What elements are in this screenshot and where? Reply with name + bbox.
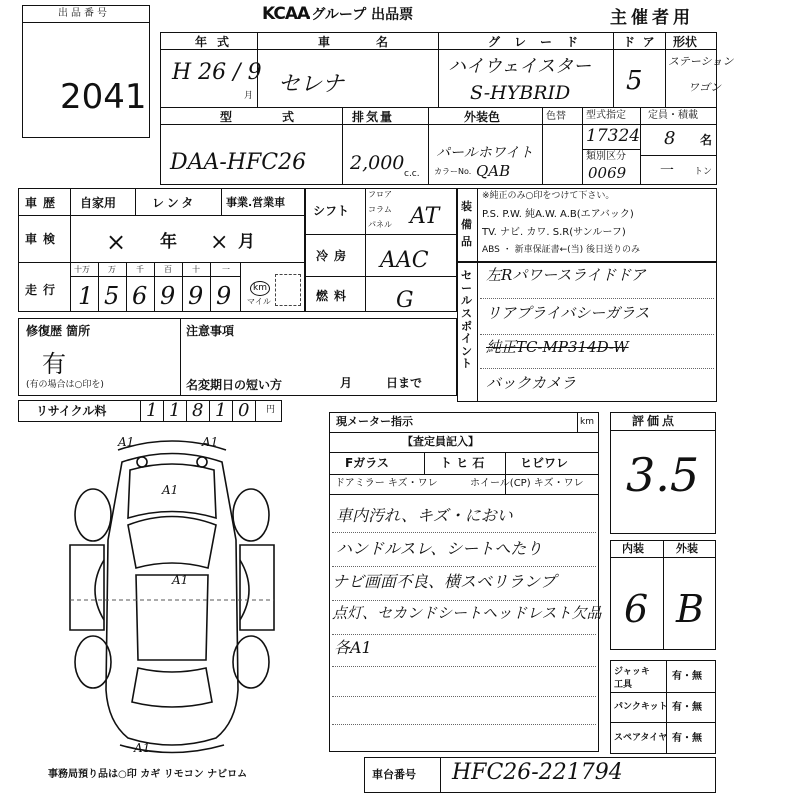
capacity-unit: 名	[700, 133, 713, 147]
grade-score: 3.5	[626, 448, 700, 502]
chassis-label: 車台番号	[372, 768, 416, 781]
equipment-instruction: ※純正のみ○印をつけて下さい。	[482, 191, 615, 201]
body-label: 形状	[673, 35, 698, 49]
accessory-label: ジャッキ工具	[614, 667, 650, 690]
aircon-value: AAC	[380, 248, 429, 273]
front-right-light	[197, 457, 207, 467]
color-label: 外装色	[464, 110, 501, 124]
mileage-unit: 一	[222, 265, 230, 274]
grade-label: グレード	[488, 35, 593, 49]
damage-mark: A1	[162, 483, 179, 497]
mileage-digit: 9	[188, 282, 204, 310]
accessory-value: 有・無	[672, 733, 702, 744]
mileage-unit: 百	[164, 265, 172, 274]
load-unit: トン	[694, 167, 713, 177]
inspector-col: Fガラス	[345, 456, 389, 470]
meter-label: 現メーター指示	[336, 415, 413, 428]
shift-option: フロア	[368, 190, 392, 199]
recycle-digit: 8	[192, 400, 204, 421]
equipment-side-label: 装備品	[461, 200, 472, 249]
equipment-row3: ABS ・ 新車保証書←(当) 後日送りのみ	[482, 245, 641, 255]
lot-label: 出品番号	[58, 8, 110, 19]
disp-value: 2,000	[350, 152, 405, 174]
recycle-digit: 1	[215, 400, 227, 421]
inspector-col2: ホイール(CP) キズ・ワレ	[470, 478, 584, 489]
repair-label: 修復歴 箇所	[26, 324, 91, 338]
grade-label: 評価点	[632, 414, 678, 428]
mileage-digit: 5	[104, 282, 120, 310]
year-label: 年式	[195, 35, 240, 49]
damage-mark: A1	[118, 435, 135, 449]
model-label: 型式	[220, 110, 345, 124]
color-value: パールホワイト	[436, 145, 534, 161]
recycle-label: リサイクル料	[36, 404, 107, 418]
mileage-unit: 千	[136, 265, 144, 274]
type-designation-label: 型式指定	[586, 110, 626, 121]
doors-label: ドア	[623, 35, 663, 49]
model-value: DAA-HFC26	[170, 150, 307, 175]
mileage-digit: 1	[78, 282, 94, 310]
type-designation: 17324	[586, 126, 641, 146]
shift-value: AT	[410, 204, 440, 229]
inspector-comment: ナビ画面不良、横スベリランプ	[332, 572, 557, 591]
disp-unit: c.c.	[404, 169, 420, 179]
exterior-grade: B	[676, 587, 704, 631]
accessory-value: 有・無	[672, 671, 702, 682]
shift-option: コラム	[368, 205, 392, 214]
name-change-label: 名変期日の短い方	[186, 378, 283, 392]
car-body-outline	[106, 454, 238, 746]
mileage-unit: 十	[192, 265, 200, 274]
selling-point: 左Rパワースライドドア	[486, 266, 646, 284]
history-own-use: 自家用	[80, 196, 117, 210]
capacity-value: 8	[664, 128, 676, 149]
office-items: 事務局預り品は○印 カギ リモコン ナビロム	[48, 769, 248, 780]
organizer-copy: 主催者用	[610, 8, 694, 28]
selling-point: リアプライバシーガラス	[486, 304, 650, 322]
recycle-digit: 1	[146, 400, 158, 421]
name-label: 車名	[318, 35, 435, 49]
inspector-col2: ドアミラー キズ・ワレ	[335, 478, 438, 489]
recycle-unit: 円	[266, 405, 276, 415]
repair-note: (有の場合は○印を)	[26, 380, 104, 390]
inspector-comment: ハンドルスレ、シートへたり	[336, 539, 543, 558]
load-value: 一	[660, 163, 674, 179]
lot-number: 2041	[60, 77, 147, 117]
mileage-digit: 9	[160, 282, 176, 310]
capacity-label: 定員・積載	[648, 110, 698, 121]
class-value: 0069	[588, 164, 627, 182]
shaken-year-value: ×	[106, 228, 127, 256]
name-value: セレナ	[278, 72, 345, 97]
shift-label: シフト	[313, 204, 350, 218]
shaken-month-unit: 月	[238, 232, 255, 252]
recycle-digit: 0	[238, 400, 250, 421]
mileage-label: 走行	[25, 283, 62, 297]
mile-mark: マイル	[247, 297, 271, 306]
selling-point: バックカメラ	[486, 374, 577, 392]
name-change-day: 日まで	[386, 376, 423, 390]
shaken-label: 車検	[25, 232, 62, 246]
inspector-comment: 点灯、セカンドシートヘッドレスト欠品	[332, 604, 602, 622]
recycle-digit: 1	[169, 400, 181, 421]
selling-points-side-label: セールスポイント	[461, 269, 472, 371]
meter-unit: km	[580, 417, 594, 427]
class-label: 類別区分	[586, 151, 626, 162]
sheet-title: .グループ 出品票	[306, 7, 414, 23]
accessory-label: パンクキット	[614, 702, 668, 712]
equipment-row1: P.S. P.W. 純A.W. A.B(エアバック)	[482, 209, 634, 220]
notes-label: 注意事項	[186, 324, 235, 338]
year-month-unit: 月	[244, 91, 254, 101]
color-change-label: 色替	[546, 111, 566, 122]
name-change-month: 月	[340, 376, 353, 390]
grade-line2: S-HYBRID	[470, 82, 571, 104]
accessory-value: 有・無	[672, 702, 702, 713]
color-code-label: カラーNo.	[434, 167, 472, 176]
accessory-label: スペアタイヤ	[614, 733, 668, 743]
history-rental: レンタ	[152, 196, 197, 210]
interior-grade: 6	[624, 587, 649, 631]
repair-value: 有	[42, 350, 66, 378]
right-side-trim	[240, 560, 249, 620]
inspector-title: 【査定員記入】	[402, 435, 479, 448]
left-side-trim	[95, 560, 104, 620]
shift-option: パネル	[368, 220, 392, 229]
equipment-row2: TV. ナビ. カワ. S.R(サンルーフ)	[482, 227, 626, 238]
front-left-light	[137, 457, 147, 467]
car-rear-window	[132, 668, 212, 707]
mileage-unit: 十万	[74, 265, 90, 274]
brand-logo: KCAA	[262, 4, 310, 24]
mileage-unit: 万	[108, 265, 116, 274]
front-right-wheel	[233, 489, 269, 541]
damage-mark: A1	[172, 573, 189, 587]
inspector-comment: 車内汚れ、キズ・におい	[336, 506, 513, 525]
body-line2: ワゴン	[688, 81, 721, 94]
inspector-col: ト ヒ 石	[440, 456, 485, 470]
history-label: 車歴	[25, 196, 62, 210]
interior-label: 内装	[622, 542, 644, 555]
color-code: QAB	[476, 162, 511, 180]
inspector-col: ヒビワレ	[520, 456, 569, 470]
disp-label: 排気量	[352, 110, 395, 124]
mileage-digit: 6	[132, 282, 148, 310]
inspector-comment: 各A1	[334, 638, 372, 657]
doors-value: 5	[626, 66, 643, 96]
front-left-wheel	[75, 489, 111, 541]
fuel-value: G	[396, 288, 414, 313]
chassis-number: HFC26-221794	[452, 760, 623, 785]
mileage-digit: 9	[216, 282, 232, 310]
left-side-panel	[70, 545, 104, 630]
body-line1: ステーション	[668, 55, 734, 68]
history-business: 事業.営業車	[226, 196, 286, 209]
shaken-month-value: ×	[210, 230, 229, 255]
aircon-label: 冷房	[316, 249, 353, 263]
shaken-year-unit: 年	[160, 232, 177, 252]
damage-mark: A1	[202, 435, 219, 449]
car-roof	[136, 575, 208, 660]
car-windshield	[128, 517, 216, 569]
selling-point: 純正TC-MP314D-W	[486, 338, 629, 356]
right-side-panel	[240, 545, 274, 630]
damage-mark: A1	[134, 741, 151, 755]
km-mark: km	[250, 281, 270, 296]
exterior-label: 外装	[676, 542, 698, 555]
year-value: H 26 / 9	[172, 60, 262, 85]
fuel-label: 燃料	[316, 289, 353, 303]
grade-line1: ハイウェイスター	[448, 56, 592, 77]
